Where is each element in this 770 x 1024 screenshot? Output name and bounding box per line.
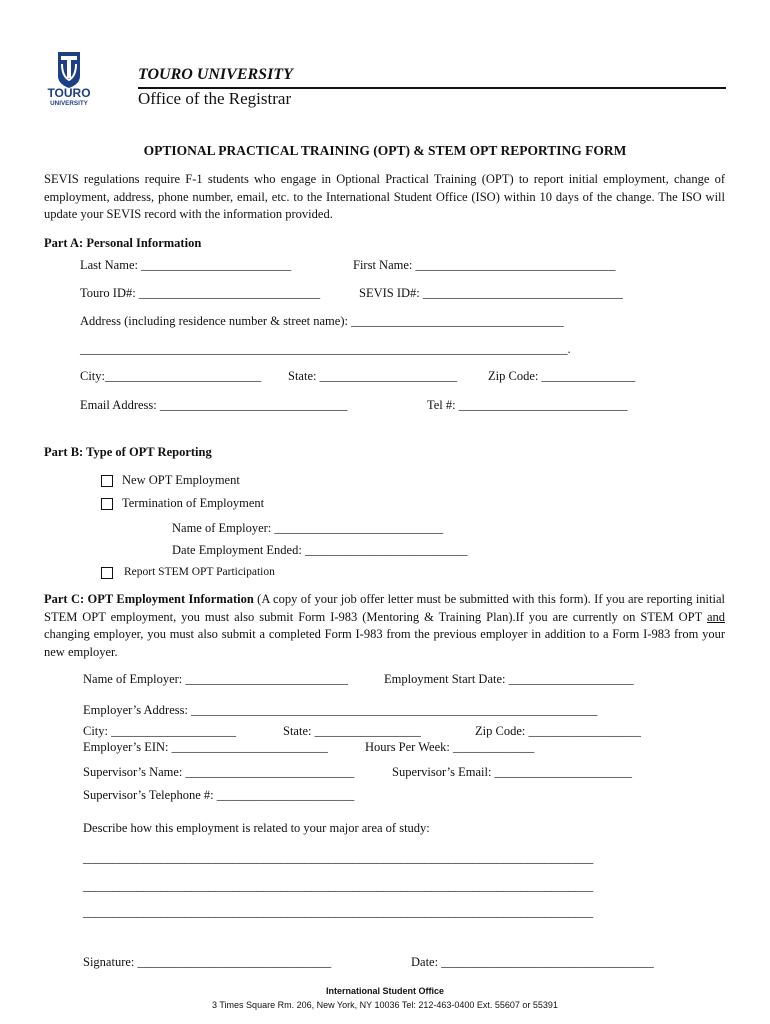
supervisor-email-field[interactable]: Supervisor’s Email: ______________________ — [392, 765, 633, 779]
intro-paragraph: SEVIS regulations require F-1 students who engage in Optional Practical Training (OPT) to report initial employment, change of employment, address, phone number, email, etc. to the International Student Office (ISO) within 10 days of the change. The ISO will update your SEVIS record with the information provided. — [44, 172, 725, 221]
describe-line-2[interactable]: _____________________________________________________________________________________ — [83, 879, 593, 893]
part-a-heading: Part A: Personal Information — [44, 236, 202, 250]
footer-office: International Student Office — [325, 986, 444, 996]
new-opt-checkbox[interactable] — [101, 475, 113, 487]
address-line-2[interactable]: ______________________________________________________________________________. — [80, 342, 571, 356]
employer-ein-field[interactable]: Employer’s EIN: _________________________ — [83, 740, 328, 754]
state-field[interactable]: State: ______________________ — [288, 369, 458, 383]
employer-state-field[interactable]: State: _________________ — [283, 724, 421, 738]
employer-address-field[interactable]: Employer’s Address: _________________________________________________________________ — [83, 703, 598, 717]
employer-zip-field[interactable]: Zip Code: __________________ — [475, 724, 641, 738]
employer-name-field[interactable]: Name of Employer: __________________________ — [83, 672, 348, 686]
termination-checkbox[interactable] — [101, 498, 113, 510]
part-b-heading: Part B: Type of OPT Reporting — [44, 445, 212, 459]
office-name: Office of the Registrar — [138, 89, 292, 108]
new-opt-label: New OPT Employment — [122, 473, 240, 487]
university-name: TOURO UNIVERSITY — [138, 66, 293, 83]
termination-employer-field[interactable]: Name of Employer: ___________________________ — [172, 521, 444, 535]
part-c-paragraph — [44, 591, 725, 661]
describe-line-1[interactable]: _____________________________________________________________________________________ — [83, 851, 593, 865]
employment-start-date-field[interactable]: Employment Start Date: ____________________ — [384, 672, 634, 686]
supervisor-telephone-field[interactable]: Supervisor’s Telephone #: ______________________ — [83, 788, 355, 802]
part-c-text-and: and — [706, 609, 725, 624]
footer-address: 3 Times Square Rm. 206, New York, NY 10036 Tel: 212-463-0400 Ext. 55607 or 55391 — [212, 1000, 558, 1010]
hours-per-week-field[interactable]: Hours Per Week: _____________ — [365, 740, 535, 754]
form-title: OPTIONAL PRACTICAL TRAINING (OPT) & STEM OPT REPORTING FORM — [143, 143, 627, 158]
email-field[interactable]: Email Address: ______________________________ — [80, 398, 348, 412]
signature-field[interactable]: Signature: _______________________________ — [83, 955, 332, 969]
describe-line-3[interactable]: _____________________________________________________________________________________ — [83, 905, 593, 919]
svg-text:UNIVERSITY: UNIVERSITY — [50, 100, 88, 106]
part-c-text-2: changing employer, you must also submit a completed Form I-983 from the previous employer in addition to a Form I-983 from your new employer. — [44, 627, 725, 659]
sevis-id-field[interactable]: SEVIS ID#: ________________________________ — [359, 286, 623, 300]
employer-city-field[interactable]: City: ____________________ — [83, 724, 237, 738]
stem-opt-label: Report STEM OPT Participation — [124, 566, 275, 578]
first-name-field[interactable]: First Name: ________________________________ — [353, 258, 616, 272]
supervisor-name-field[interactable]: Supervisor’s Name: ___________________________ — [83, 765, 355, 779]
date-employment-ended-field[interactable]: Date Employment Ended: __________________________ — [172, 543, 468, 557]
zip-code-field[interactable]: Zip Code: _______________ — [488, 369, 636, 383]
svg-text:TOURO: TOURO — [47, 86, 91, 100]
last-name-field[interactable]: Last Name: ________________________ — [80, 258, 292, 272]
termination-label: Termination of Employment — [122, 496, 265, 510]
part-c-text-1: (A copy of your job offer letter must be submitted with this form). If you are reporting initial STEM OPT employment, you must also submit Form I-983 (Mentoring & Training Plan).If you are currently on STEM OPT — [44, 592, 725, 624]
date-field[interactable]: Date: __________________________________ — [411, 955, 654, 969]
address-field[interactable]: Address (including residence number & street name): __________________________________ — [80, 314, 564, 328]
part-c-heading: Part C: OPT Employment Information — [44, 592, 254, 606]
city-field[interactable]: City:_________________________ — [80, 369, 262, 383]
describe-prompt: Describe how this employment is related to your major area of study: — [83, 821, 430, 835]
tel-field[interactable]: Tel #: ___________________________ — [427, 398, 628, 412]
touro-logo — [40, 50, 98, 106]
touro-id-field[interactable]: Touro ID#: _____________________________ — [80, 286, 321, 300]
touro-shield-icon — [40, 50, 98, 106]
stem-opt-checkbox[interactable] — [101, 567, 113, 579]
